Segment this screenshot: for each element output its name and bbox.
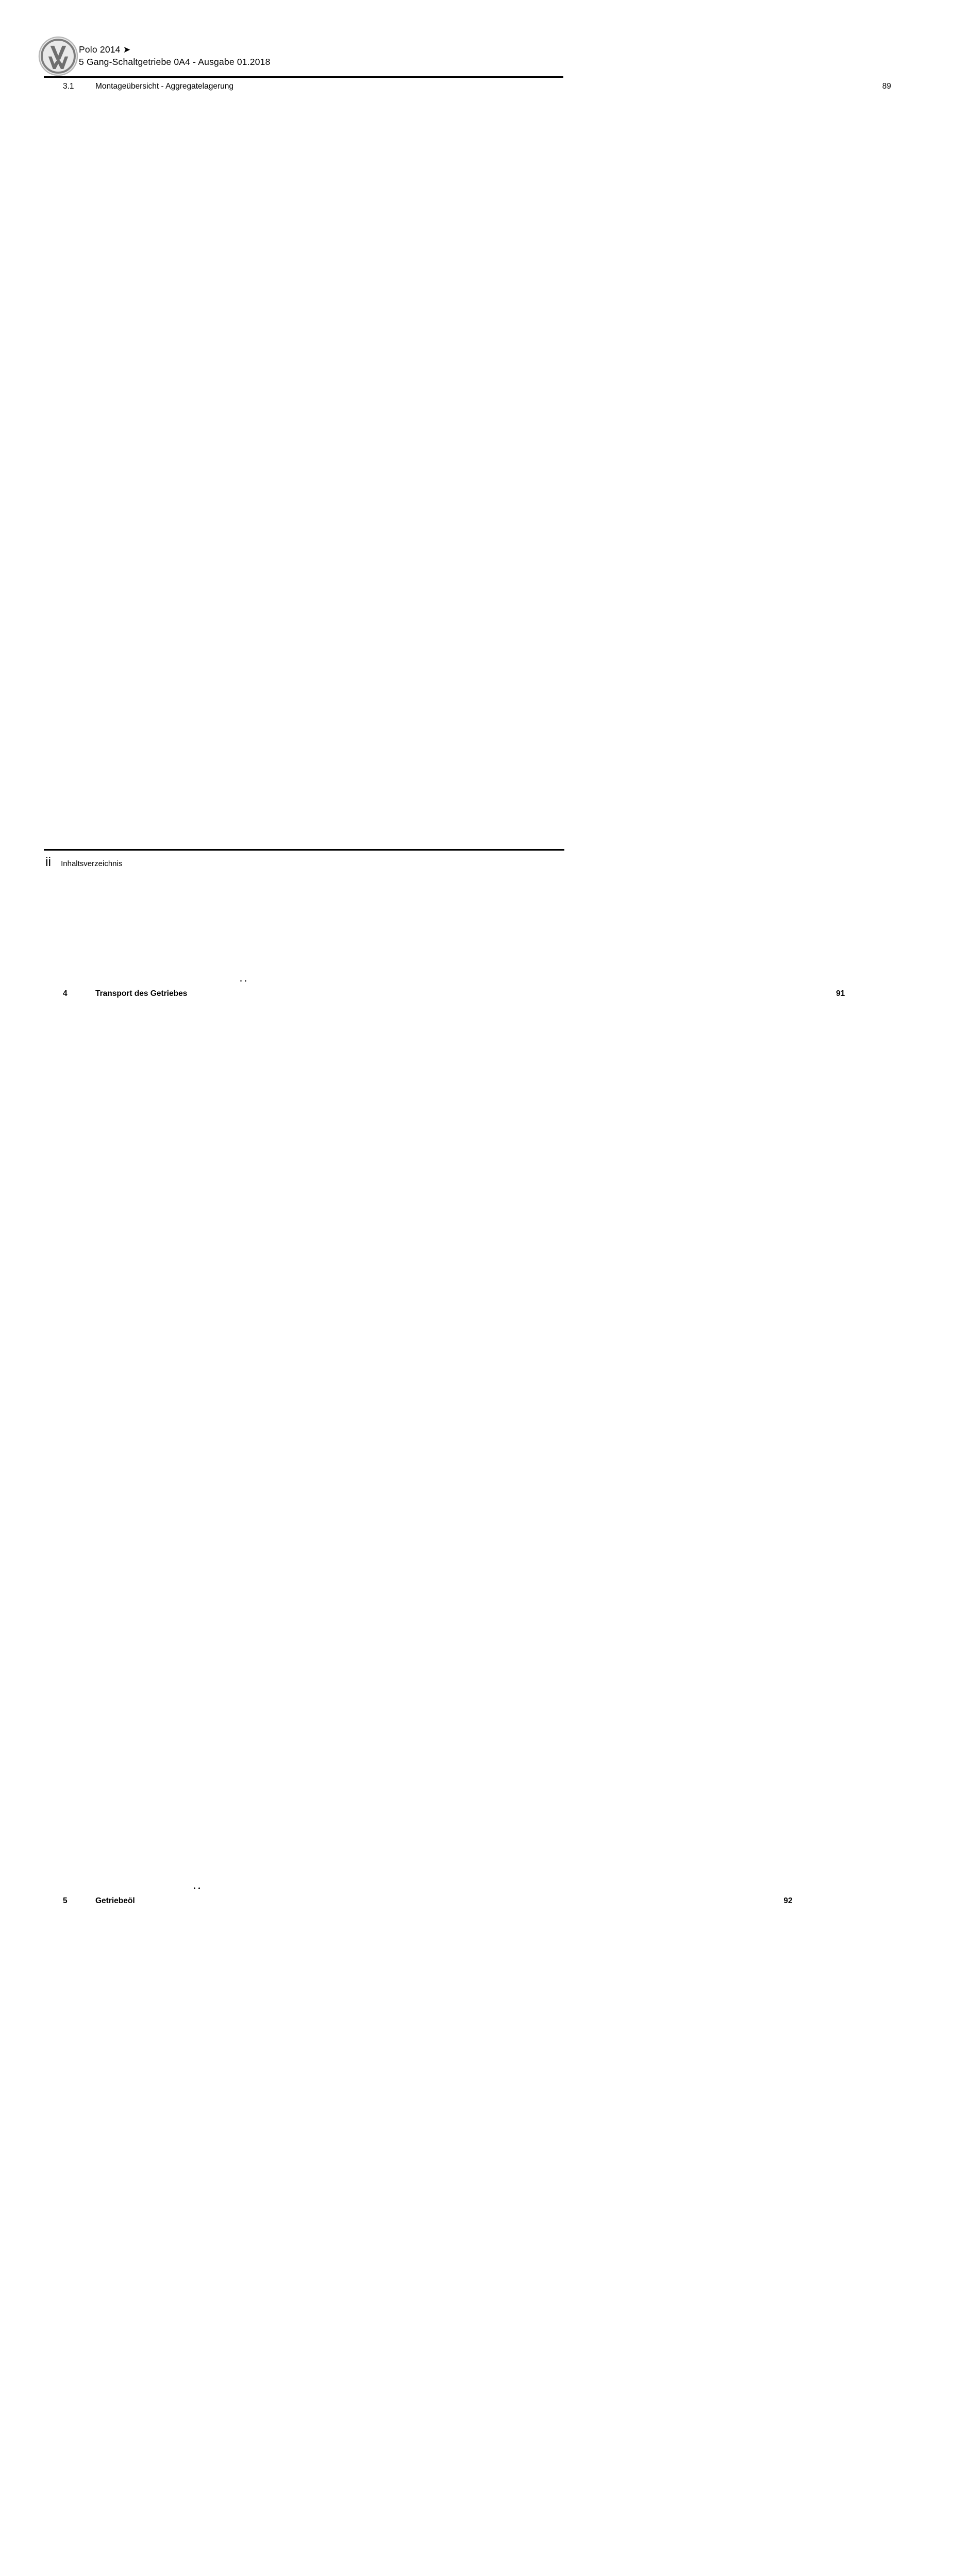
footer-title: Inhaltsverzeichnis — [61, 859, 123, 868]
page-number: ii — [45, 855, 52, 869]
page-header — [79, 43, 271, 68]
toc-entry — [45, 1895, 793, 2576]
table-of-contents — [45, 80, 891, 2576]
toc-entry-page: 92 — [154, 1895, 793, 2576]
toc-entry-title: Transport des Getriebes — [95, 989, 188, 998]
toc-entry-page: 91 — [206, 988, 845, 1891]
toc-entry-number: 3.1 — [63, 82, 74, 91]
toc-entry — [45, 80, 891, 984]
dot-leader — [239, 980, 248, 982]
vw-logo-icon — [38, 36, 78, 76]
toc-entry — [45, 988, 845, 1891]
model-title: Polo 2014 ➤ — [79, 44, 131, 55]
toc-entry-title: Montageübersicht - Aggregatelagerung — [95, 82, 233, 91]
footer-rule — [44, 849, 564, 851]
edition-subtitle: 5 Gang-Schaltgetriebe 0A4 - Ausgabe 01.2018 — [79, 57, 271, 67]
toc-entry-number: 4 — [63, 989, 68, 998]
dot-leader — [192, 1887, 202, 1889]
toc-entry-number: 5 — [63, 1896, 68, 1905]
header-rule — [44, 76, 563, 78]
page-footer — [45, 853, 122, 871]
toc-entry-page: 89 — [252, 80, 891, 984]
toc-entry-title: Getriebeöl — [95, 1896, 135, 1905]
